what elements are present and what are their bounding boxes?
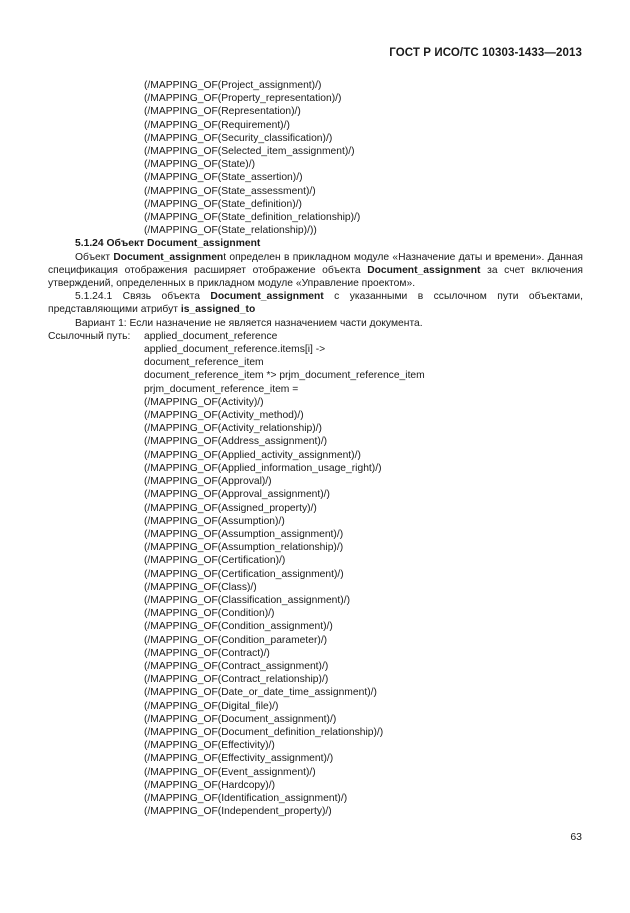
text-run: за счет включения утверждений, определенных в прикладном модуле «Управление проектом». <box>48 264 583 290</box>
mapping-line: (/MAPPING_OF(Hardcopy)/) <box>144 779 276 791</box>
mapping-line: (/MAPPING_OF(Classification_assignment)/) <box>144 594 350 606</box>
mapping-line: (/MAPPING_OF(Digital_file)/) <box>144 700 279 712</box>
mapping-line: (/MAPPING_OF(Requirement)/) <box>144 119 290 131</box>
mapping-line: (/MAPPING_OF(Assumption_assignment)/) <box>144 528 344 540</box>
mapping-line: (/MAPPING_OF(Representation)/) <box>144 106 301 118</box>
entity-name: Document_assignment <box>367 264 481 276</box>
mapping-line: (/MAPPING_OF(Assumption_relationship)/) <box>144 542 344 554</box>
text-run: t определен в прикладном модуле «Назначение даты и времени». Данная спецификация отображения расширяет отображение объекта <box>48 251 583 276</box>
text-run: 5.1.24.1 Связь объекта <box>75 291 211 303</box>
mapping-line: (/MAPPING_OF(Condition_parameter)/) <box>144 634 328 646</box>
section-paragraph-2 <box>48 290 583 316</box>
entity-name: Document_assignment <box>210 291 324 303</box>
section-heading: 5.1.24 Объект Document_assignment <box>75 238 261 250</box>
mapping-line: applied_document_reference.items[i] -> <box>144 344 326 356</box>
mapping-line: (/MAPPING_OF(Condition)/) <box>144 608 275 620</box>
mapping-line: (/MAPPING_OF(Contract_assignment)/) <box>144 660 329 672</box>
mapping-line: prjm_document_reference_item = <box>144 383 299 395</box>
mapping-line: (/MAPPING_OF(Address_assignment)/) <box>144 436 328 448</box>
reference-path-label: Ссылочный путь: <box>48 330 131 342</box>
mapping-line: (/MAPPING_OF(State_definition)/) <box>144 198 302 210</box>
mapping-line: (/MAPPING_OF(Applied_activity_assignment)/) <box>144 449 361 461</box>
reference-path-row <box>48 330 583 343</box>
reference-path-first: applied_document_reference <box>144 330 278 342</box>
text-run: с указанными в ссылочном пути объектами, представляющими атрибут <box>48 291 583 316</box>
mapping-line: (/MAPPING_OF(State_assertion)/) <box>144 172 303 184</box>
mapping-line: (/MAPPING_OF(Independent_property)/) <box>144 806 332 818</box>
mapping-line: (/MAPPING_OF(Approval)/) <box>144 476 272 488</box>
mapping-line: (/MAPPING_OF(Activity_relationship)/) <box>144 423 322 435</box>
reference-path-lines <box>48 343 583 818</box>
mapping-line: (/MAPPING_OF(Certification_assignment)/) <box>144 568 344 580</box>
mapping-line: (/MAPPING_OF(Approval_assignment)/) <box>144 489 330 501</box>
mapping-line: (/MAPPING_OF(State_relationship)/)) <box>144 225 317 237</box>
mapping-line: (/MAPPING_OF(Effectivity)/) <box>144 740 275 752</box>
mapping-line: (/MAPPING_OF(Assumption)/) <box>144 515 285 527</box>
mapping-line: (/MAPPING_OF(Contract_relationship)/) <box>144 674 329 686</box>
mapping-line: (/MAPPING_OF(Event_assignment)/) <box>144 766 316 778</box>
mapping-line: (/MAPPING_OF(Selected_item_assignment)/) <box>144 146 355 158</box>
mapping-line: (/MAPPING_OF(Condition_assignment)/) <box>144 621 333 633</box>
page-header: ГОСТ Р ИСО/ТС 10303-1433—2013 <box>389 47 582 59</box>
mapping-line: (/MAPPING_OF(State)/) <box>144 159 255 171</box>
variant-line: Вариант 1: Если назначение не является назначением части документа. <box>75 317 423 329</box>
mapping-line: (/MAPPING_OF(Project_assignment)/) <box>144 80 322 91</box>
mapping-line: (/MAPPING_OF(Assigned_property)/) <box>144 502 317 514</box>
attribute-name: is_assigned_to <box>180 304 256 316</box>
mapping-line: (/MAPPING_OF(Certification)/) <box>144 555 286 567</box>
mapping-line: (/MAPPING_OF(Activity)/) <box>144 396 264 408</box>
mapping-line: (/MAPPING_OF(State_assessment)/) <box>144 185 316 197</box>
mapping-line: (/MAPPING_OF(Property_representation)/) <box>144 93 342 105</box>
entity-name: Document_assignmen <box>113 251 224 263</box>
mapping-line: (/MAPPING_OF(Class)/) <box>144 581 257 593</box>
mapping-line: (/MAPPING_OF(Applied_information_usage_right)/) <box>144 462 382 474</box>
mapping-line: (/MAPPING_OF(Contract)/) <box>144 647 270 659</box>
section-paragraph-1 <box>48 251 583 291</box>
mapping-line: document_reference_item <box>144 357 264 369</box>
page-number: 63 <box>570 831 582 843</box>
mapping-line: (/MAPPING_OF(Activity_method)/) <box>144 410 304 422</box>
mapping-line: (/MAPPING_OF(State_definition_relationship)/) <box>144 212 361 224</box>
mapping-line: (/MAPPING_OF(Document_definition_relationship)/) <box>144 726 384 738</box>
page-content <box>48 79 583 818</box>
mapping-line: (/MAPPING_OF(Security_classification)/) <box>144 132 333 144</box>
mapping-line: (/MAPPING_OF(Document_assignment)/) <box>144 713 337 725</box>
mapping-line: document_reference_item *> prjm_document_reference_item <box>144 370 425 382</box>
text-run: Объект <box>75 251 114 263</box>
mapping-line: (/MAPPING_OF(Identification_assignment)/) <box>144 792 348 804</box>
mapping-line: (/MAPPING_OF(Effectivity_assignment)/) <box>144 753 334 765</box>
mapping-line: (/MAPPING_OF(Date_or_date_time_assignment)/) <box>144 687 377 699</box>
mapping-list-top <box>48 79 583 237</box>
